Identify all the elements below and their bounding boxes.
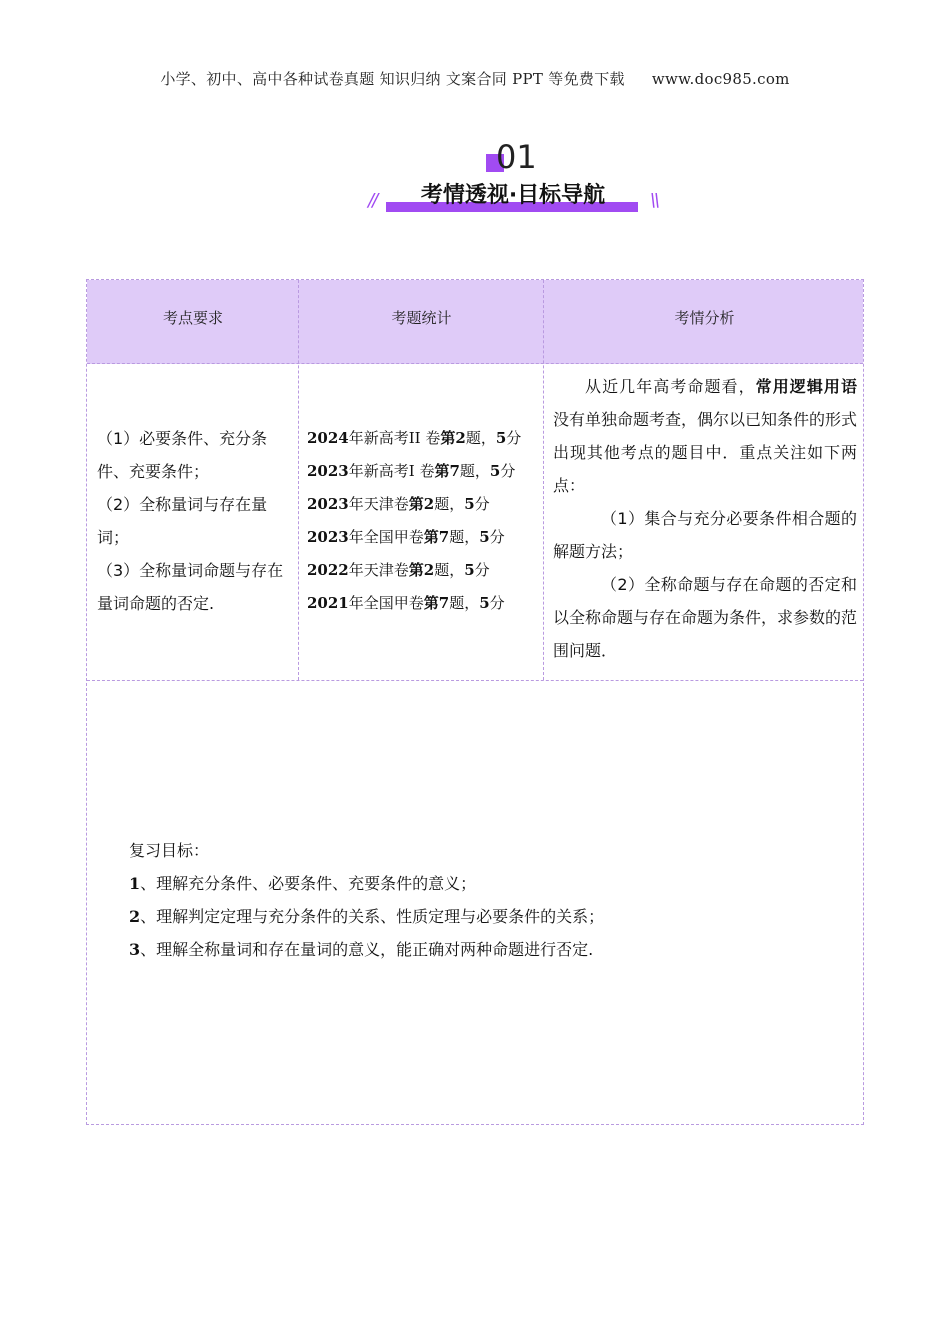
column-header-statistics: 考题统计 (391, 309, 452, 327)
page-header (0, 68, 950, 89)
header-site: www.doc985.com (651, 70, 790, 88)
column-header-requirements: 考点要求 (162, 309, 223, 327)
requirement-item: （2）全称量词与存在量词； (97, 495, 268, 547)
table-header-row (87, 280, 863, 364)
section-number: 01 (496, 138, 537, 176)
requirement-item: （1）必要条件、充分条件、充要条件； (97, 429, 268, 481)
statistic-item: 2023年天津卷第2题，5分 (307, 495, 490, 513)
goal-item: 1、理解充分条件、必要条件、充要条件的意义； (129, 874, 477, 893)
analysis-intro: 从近几年高考命题看，常用逻辑用语没有单独命题考查，偶尔以已知条件的形式出现其他考点的题目中．重点关注如下两点： (553, 377, 858, 495)
review-goals (129, 834, 829, 966)
goals-title: 复习目标： (129, 841, 210, 860)
column-header-analysis: 考情分析 (674, 309, 735, 327)
analysis-cell (544, 364, 865, 680)
requirements-cell (87, 364, 299, 680)
header-text: 小学、初中、高中各种试卷真题 知识归纳 文案合同 PPT 等免费下载 (160, 70, 625, 88)
section-title: 考情透视·目标导航 (420, 183, 606, 208)
statistics-cell (299, 364, 544, 680)
statistic-item: 2023年新高考I 卷第7题，5分 (307, 462, 516, 480)
statistic-item: 2021年全国甲卷第7题，5分 (307, 594, 505, 612)
goal-item: 3、理解全称量词和存在量词的意义，能正确对两种命题进行否定. (129, 940, 594, 959)
section-badge (0, 140, 950, 230)
analysis-point: （2）全称命题与存在命题的否定和以全称命题与存在命题为条件，求参数的范围问题． (553, 575, 858, 660)
goal-item: 2、理解判定定理与充分条件的关系、性质定理与必要条件的关系； (129, 907, 605, 926)
section-number-block (486, 140, 546, 180)
slash-decoration-left: // (368, 190, 377, 211)
section-title-block (368, 178, 658, 218)
row-divider (87, 680, 863, 681)
statistic-item: 2024年新高考II 卷第2题，5分 (307, 429, 522, 447)
analysis-point: （1）集合与充分必要条件相合题的解题方法； (553, 509, 857, 561)
requirement-item: （3）全称量词命题与存在量词命题的否定. (97, 561, 284, 613)
statistic-item: 2022年天津卷第2题，5分 (307, 561, 490, 579)
statistic-item: 2023年全国甲卷第7题，5分 (307, 528, 505, 546)
slash-decoration-right: \\ (649, 190, 658, 211)
exam-analysis-table (86, 279, 864, 1125)
